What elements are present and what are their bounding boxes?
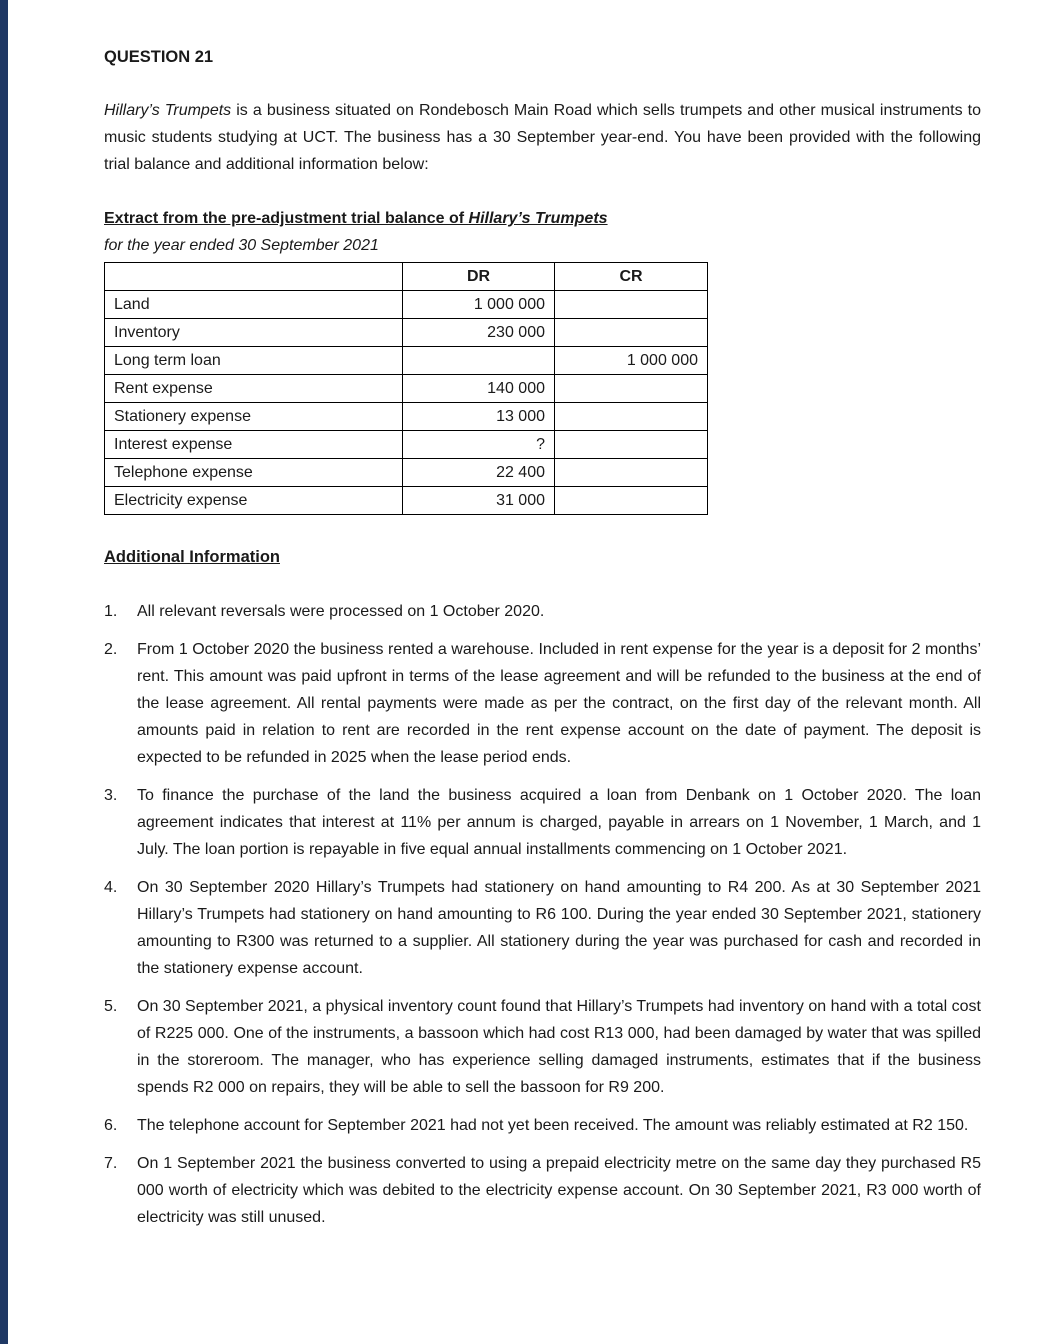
additional-info-item (104, 598, 981, 625)
trial-balance-row (105, 403, 708, 431)
trial-balance-row (105, 431, 708, 459)
trial-balance-row (105, 347, 708, 375)
trial-balance-header-row (105, 263, 708, 291)
cell-dr: ? (403, 431, 555, 459)
cell-cr (555, 431, 708, 459)
additional-info-list (104, 598, 981, 1231)
trial-balance-row (105, 487, 708, 515)
trial-balance-subheading: for the year ended 30 September 2021 (104, 237, 379, 254)
cell-dr: 140 000 (403, 375, 555, 403)
cell-cr (555, 403, 708, 431)
cell-cr (555, 459, 708, 487)
cell-dr: 13 000 (403, 403, 555, 431)
trial-balance-row (105, 291, 708, 319)
left-edge-bar (0, 0, 8, 1344)
item-number: 4. (104, 879, 118, 896)
cell-account: Long term loan (105, 347, 403, 375)
trial-balance-row (105, 459, 708, 487)
cell-dr (403, 347, 555, 375)
header-cr: CR (555, 263, 708, 291)
header-account (105, 263, 403, 291)
item-number: 1. (104, 603, 118, 620)
cell-dr: 22 400 (403, 459, 555, 487)
cell-cr: 1 000 000 (555, 347, 708, 375)
additional-info-heading: Additional Information (104, 548, 280, 566)
intro-text: is a business situated on Rondebosch Main Road which sells trumpets and other musical instruments to music students studying at UCT. The business has a 30 September year-end. You have been provided with the following trial balance and additional information below: (104, 102, 981, 173)
cell-cr (555, 319, 708, 347)
additional-info-item (104, 636, 981, 771)
additional-info-item (104, 782, 981, 863)
item-text: On 30 September 2020 Hillary’s Trumpets had stationery on hand amounting to R4 200. As at 30 September 2021 Hillary’s Trumpets had stationery on hand amounting to R6 100. During the year ended 30 September 2021, stationery amounting to R300 was returned to a supplier. All stationery during the year was purchased for cash and recorded in the stationery expense account. (137, 879, 981, 977)
cell-dr: 31 000 (403, 487, 555, 515)
cell-account: Rent expense (105, 375, 403, 403)
additional-info-item (104, 1112, 981, 1139)
cell-account: Interest expense (105, 431, 403, 459)
document-content (104, 44, 981, 1242)
cell-dr: 230 000 (403, 319, 555, 347)
cell-dr: 1 000 000 (403, 291, 555, 319)
cell-cr (555, 487, 708, 515)
additional-info-item (104, 874, 981, 982)
cell-account: Electricity expense (105, 487, 403, 515)
cell-account: Stationery expense (105, 403, 403, 431)
cell-cr (555, 291, 708, 319)
trial-balance-heading (104, 205, 981, 232)
cell-account: Land (105, 291, 403, 319)
item-text: From 1 October 2020 the business rented a warehouse. Included in rent expense for the year is a deposit for 2 months’ rent. This amount was paid upfront in terms of the lease agreement and will be refunded to the business at the end of the lease agreement. All rental payments were made as per the contract, on the first day of the relevant month. All amounts paid in relation to rent are recorded in the rent expense account on the date of payment. The deposit is expected to be refunded in 2025 when the lease period ends. (137, 641, 981, 766)
item-number: 2. (104, 641, 118, 658)
trial-balance-row (105, 375, 708, 403)
business-name: Hillary’s Trumpets (104, 102, 232, 119)
trial-balance-table (104, 262, 708, 515)
item-number: 7. (104, 1155, 118, 1172)
item-text: All relevant reversals were processed on 1 October 2020. (137, 603, 545, 620)
cell-cr (555, 375, 708, 403)
trial-balance-heading-prefix: Extract from the pre-adjustment trial balance of (104, 210, 469, 227)
intro-paragraph (104, 97, 981, 178)
cell-account: Inventory (105, 319, 403, 347)
header-dr: DR (403, 263, 555, 291)
trial-balance-heading-business-name: Hillary’s Trumpets (468, 210, 608, 227)
item-text: On 30 September 2021, a physical inventory count found that Hillary’s Trumpets had inventory on hand with a total cost of R225 000. One of the instruments, a bassoon which had cost R13 000, had been damaged by water that was spilled in the storeroom. The manager, who has experience selling damaged instruments, estimates that if the business spends R2 000 on repairs, they will be able to sell the bassoon for R9 200. (137, 998, 981, 1096)
trial-balance-row (105, 319, 708, 347)
item-number: 3. (104, 787, 118, 804)
additional-info-item (104, 1150, 981, 1231)
item-number: 6. (104, 1117, 118, 1134)
item-text: On 1 September 2021 the business converted to using a prepaid electricity metre on the same day they purchased R5 000 worth of electricity which was debited to the electricity expense account. On 30 September 2021, R3 000 worth of electricity was still unused. (137, 1155, 981, 1226)
cell-account: Telephone expense (105, 459, 403, 487)
item-text: The telephone account for September 2021 had not yet been received. The amount was reliably estimated at R2 150. (137, 1117, 969, 1134)
item-number: 5. (104, 998, 118, 1015)
question-title: QUESTION 21 (104, 48, 214, 66)
additional-info-item (104, 993, 981, 1101)
item-text: To finance the purchase of the land the business acquired a loan from Denbank on 1 October 2020. The loan agreement indicates that interest at 11% per annum is charged, payable in arrears on 1 November, 1 March, and 1 July. The loan portion is repayable in five equal annual installments commencing on 1 October 2021. (137, 787, 981, 858)
